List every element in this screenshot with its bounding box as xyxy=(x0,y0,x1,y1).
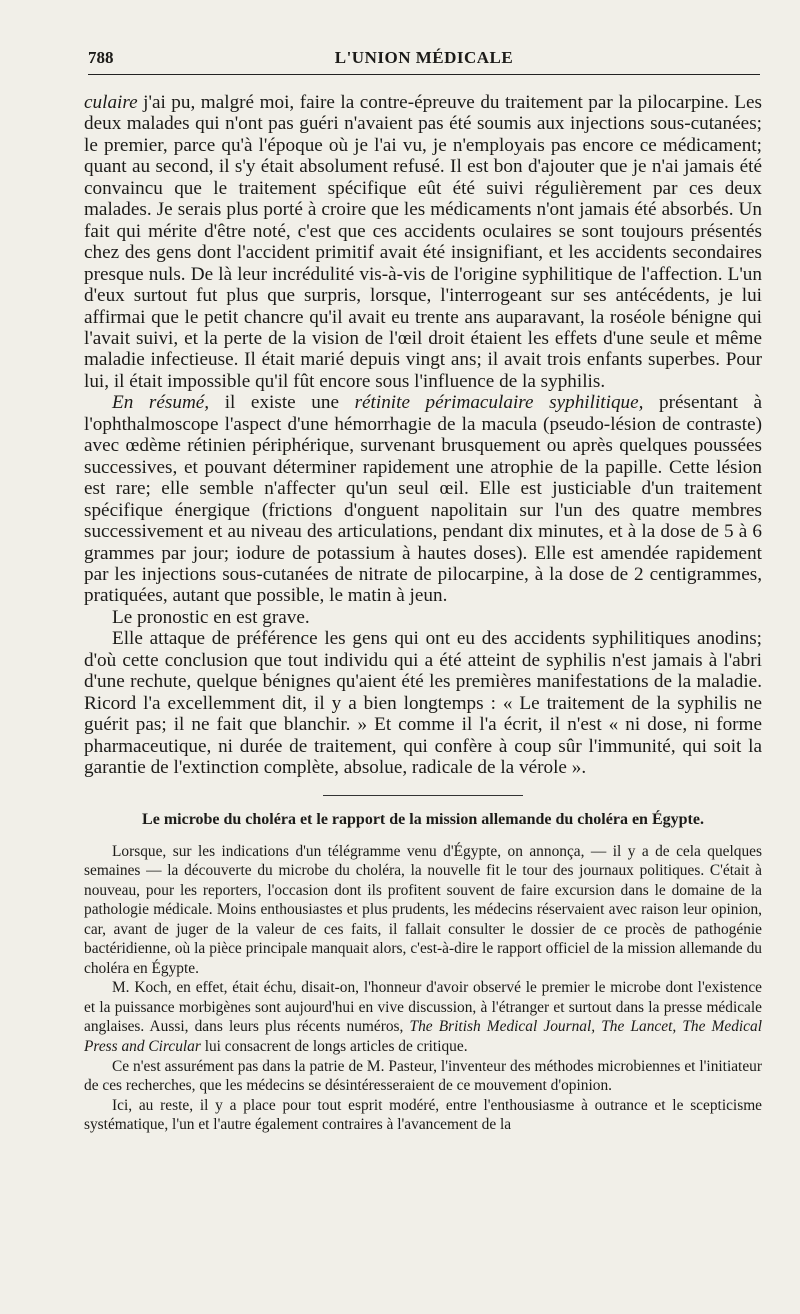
running-header xyxy=(88,44,760,75)
paragraph-text: il existe une xyxy=(209,392,355,414)
article-paragraph: Ici, au reste, il y a place pour tout esprit modéré, entre l'enthousiasme à outrance et le scepticisme systématique, l'un et l'autre également contraires à l'avancement de la xyxy=(84,1096,762,1134)
paragraph-text: j'ai pu, malgré moi, faire la contre-épreuve du traitement par la pilocarpine. Les deux malades qui n'ont pas guéri n'avaient pas été soumis aux injections sous-cutanées; le premier, parce qu'à l'époque où je l'ai vu, je n'employais pas encore ce médicament; quant au second, il s'y était absolument refusé. Il est bon d'ajouter que je n'ai jamais été convaincu que le traitement spécifique eût été suivi régulièrement par ces deux malades. Je serais plus porté à croire que les médicaments n'ont jamais été absorbés. Un fait qui mérite d'être noté, c'est que ces accidents oculaires se sont toujours présentés chez des gens dont l'accident primitif avait été insignifiant, et les accidents secondaires presque nuls. De là leur incrédulité vis-à-vis de l'origine syphilitique de l'affection. L'un d'eux surtout fut plus que surpris, lorsque, l'interrogeant sur ses antécédents, je lui affirmai que le petit chancre qu'il avait eu trente ans auparavant, la roséole bénigne qui l'avait suivi, et la perte de la vision de l'œil droit étaient les effets d'une seule et même maladie infectieuse. Il était marié depuis vingt ans; il avait trois enfants superbes. Pour lui, il était impossible qu'il fût encore sous l'influence de la syphilis. xyxy=(84,92,762,392)
second-article-body xyxy=(84,842,762,1135)
journal-title: L'UNION MÉDICALE xyxy=(334,48,514,67)
article-paragraph: Lorsque, sur les indications d'un télégramme venu d'Égypte, on annonça, — il y a de cela quelques semaines — la découverte du microbe du choléra, la nouvelle fit le tour des journaux politiques. C'était à nouveau, pour les reporters, l'occasion dont ils profitent souvent de faire excursion dans le domaine de la pathologie médicale. Moins enthousiastes et plus prudents, les médecins réservaient avec raison leur opinion, car, avant de juger de la valeur de ces faits, il fallait consulter le dossier de ce procès de pathogénie bactéridienne, où la pièce principale manquait alors, c'est-à-dire le rapport officiel de la mission allemande du choléra en Égypte. xyxy=(84,842,762,977)
article-paragraph: Ce n'est assurément pas dans la patrie de M. Pasteur, l'inventeur des méthodes microbiennes et l'initiateur de ces recherches, que les médecins se désintéresseraient de ce mouvement d'opinion. xyxy=(84,1057,762,1095)
journal-names: The British Medical Journal, The Lancet, The Medical Press and Circular xyxy=(84,1018,762,1055)
italic-word: culaire xyxy=(84,92,138,113)
paragraph-text: lui consacrent de longs articles de critique. xyxy=(200,1037,468,1055)
article-paragraph xyxy=(84,978,762,1056)
italic-term: rétinite périmaculaire syphilitique, xyxy=(354,392,644,414)
paragraph-summary xyxy=(84,392,762,607)
paragraph-conclusion: Elle attaque de préférence les gens qui ont eu des accidents syphilitiques anodins; d'où cette conclusion que tout individu qui a été atteint de syphilis n'est jamais à l'abri d'une rechute, quelque bénignes qu'aient été les premières manifestations de la maladie. Ricord l'a excellemment dit, il y a bien longtemps : « Le traitement de la syphilis ne guérit pas; il ne fait que blanchir. » Et comme il l'a écrit, il n'est « ni dose, ni forme pharmaceutique, ni durée de traitement, qui confère à coup sûr l'immunité, qui soit la garantie de l'extinction complète, absolue, radicale de la vérole ». xyxy=(84,628,762,779)
paragraph-text: présentant à l'ophthalmoscope l'aspect d'une hémorrhagie de la macula (pseudo-lésion de contraste) avec œdème rétinien périphérique, survenant brusquement ou après quelques poussées successives, et pouvant déterminer rapidement une atrophie de la papille. Cette lésion est rare; elle semble n'affecter qu'un seul œil. Elle est justiciable d'un traitement spécifique énergique (frictions d'onguent napolitain sur l'un des quatre membres successivement et au niveau des articulations, pendant dix minutes, et à la dose de 5 à 6 grammes par jour; iodure de potassium à hautes doses). Elle est amendée rapidement par les injections sous-cutanées de nitrate de pilocarpine, à la dose de 2 centigrammes, pratiquées, autant que possible, le matin à jeun. xyxy=(84,392,762,607)
paragraph-prognosis: Le pronostic en est grave. xyxy=(112,606,310,628)
article-title: Le microbe du choléra et le rapport de la mission allemande du choléra en Égypte. xyxy=(142,810,704,828)
page-body xyxy=(84,92,762,1135)
italic-phrase: En résumé, xyxy=(112,392,210,414)
paragraph-text: M. Koch, en effet, était échu, disait-on, l'honneur d'avoir observé le premier le microbe dont l'existence et la puissance morbigènes sont aujourd'hui en vive discussion, à l'étranger et surtout dans la presse médicale anglaises. Aussi, dans leurs plus récents numéros, xyxy=(84,979,762,1036)
paragraph-continuation xyxy=(84,92,762,392)
page-number: 788 xyxy=(88,48,114,67)
article-separator xyxy=(323,795,523,796)
